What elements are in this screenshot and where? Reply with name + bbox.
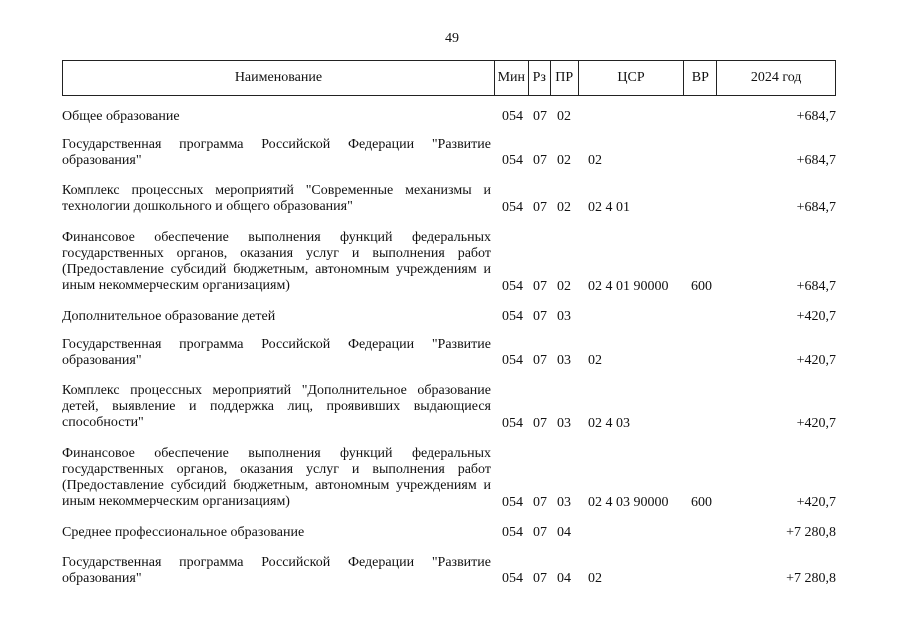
row-pr: 04 [557,571,571,586]
row-rz: 07 [533,416,547,431]
row-name: Общее образование [62,109,180,124]
row-min: 054 [502,571,523,586]
row-amount: +420,7 [796,416,836,431]
row-name: Дополнительное образование детей [62,309,276,324]
row-rz: 07 [533,525,547,540]
row-csr: 02 4 03 90000 [588,495,669,510]
row-csr: 02 [588,153,602,168]
row-name: Среднее профессиональное образование [62,525,305,540]
row-min: 054 [502,495,523,510]
column-header-pr: ПР [550,61,578,95]
row-name: Финансовое обеспечение выполнения функций федеральных государственных органов, оказания услуг и выполнения работ (Предоставление субсидий бюджетным, автономным учреждениям и иным некоммерческим организациям) [62,230,491,293]
row-rz: 07 [533,200,547,215]
row-amount: +7 280,8 [786,525,836,540]
row-rz: 07 [533,309,547,324]
row-min: 054 [502,153,523,168]
row-csr: 02 4 01 [588,200,630,215]
row-min: 054 [502,109,523,124]
row-amount: +684,7 [796,109,836,124]
row-name: Государственная программа Российской Федерации "Развитие образования" [62,137,491,168]
row-pr: 03 [557,353,571,368]
row-pr: 04 [557,525,571,540]
column-header-min: Мин [494,61,528,95]
row-min: 054 [502,416,523,431]
row-pr: 02 [557,279,571,294]
row-csr: 02 4 03 [588,416,630,431]
row-min: 054 [502,353,523,368]
row-min: 054 [502,279,523,294]
row-vr: 600 [691,279,712,294]
row-pr: 03 [557,309,571,324]
column-header-vr: ВР [683,61,716,95]
row-pr: 03 [557,416,571,431]
row-amount: +684,7 [796,153,836,168]
column-header-csr: ЦСР [578,61,684,95]
row-pr: 02 [557,200,571,215]
row-csr: 02 4 01 90000 [588,279,669,294]
row-name: Государственная программа Российской Федерации "Развитие образования" [62,337,491,368]
row-pr: 02 [557,109,571,124]
row-amount: +684,7 [796,279,836,294]
row-amount: +420,7 [796,495,836,510]
row-vr: 600 [691,495,712,510]
row-min: 054 [502,525,523,540]
row-amount: +420,7 [796,309,836,324]
row-name: Комплекс процессных мероприятий "Современные механизмы и технологии дошкольного и общего образования" [62,183,491,214]
row-name: Финансовое обеспечение выполнения функций федеральных государственных органов, оказания услуг и выполнения работ (Предоставление субсидий бюджетным, автономным учреждениям и иным некоммерческим организациям) [62,446,491,509]
row-rz: 07 [533,153,547,168]
row-name: Государственная программа Российской Федерации "Развитие образования" [62,555,491,586]
row-amount: +7 280,8 [786,571,836,586]
row-csr: 02 [588,571,602,586]
row-min: 054 [502,200,523,215]
row-min: 054 [502,309,523,324]
row-name: Комплекс процессных мероприятий "Дополнительное образование детей, выявление и поддержка лиц, проявивших выдающиеся способности" [62,383,491,430]
row-amount: +420,7 [796,353,836,368]
row-rz: 07 [533,353,547,368]
row-pr: 03 [557,495,571,510]
row-rz: 07 [533,571,547,586]
column-header-year: 2024 год [716,61,835,95]
column-header-rz: Рз [528,61,550,95]
row-rz: 07 [533,279,547,294]
row-rz: 07 [533,109,547,124]
row-csr: 02 [588,353,602,368]
row-rz: 07 [533,495,547,510]
page-number: 49 [445,31,459,46]
column-header-name: Наименование [234,70,323,85]
row-amount: +684,7 [796,200,836,215]
row-pr: 02 [557,153,571,168]
